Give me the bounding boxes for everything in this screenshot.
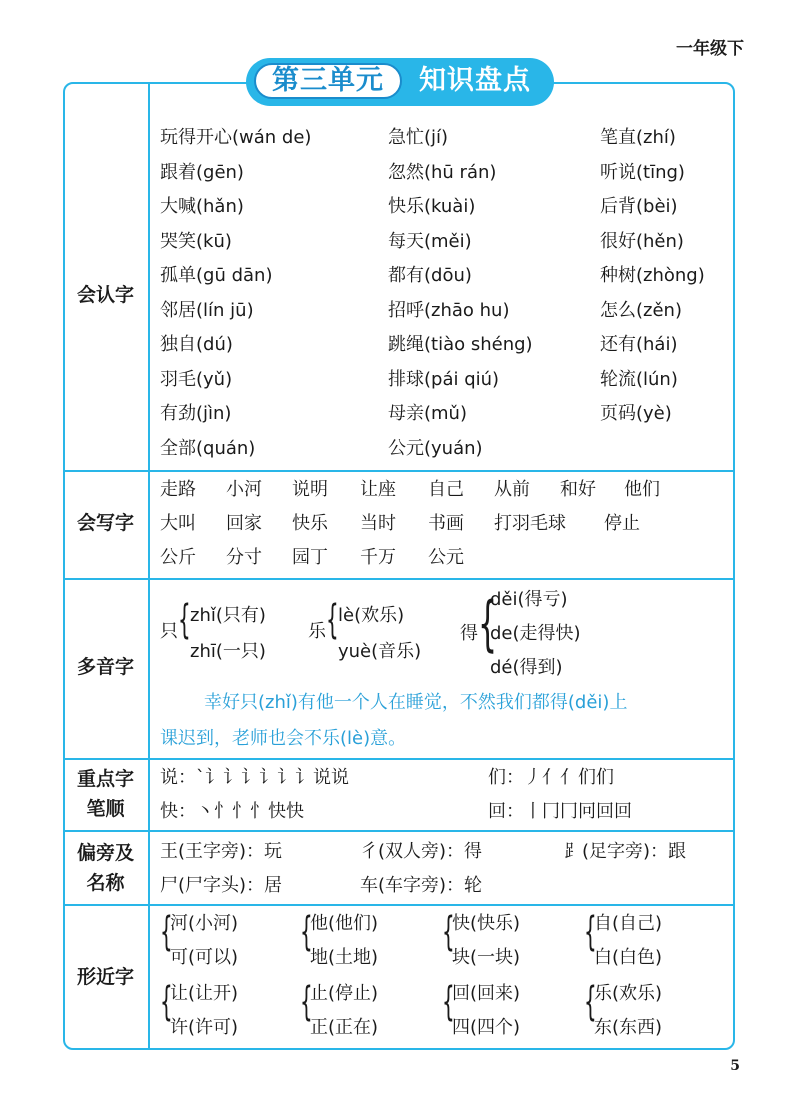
label-polyphone: 多音字: [76, 656, 134, 678]
radical-item: ⻊(足字旁)：跟: [564, 841, 687, 862]
similar-word: 乐(欢乐): [594, 983, 663, 1004]
recognize-word: 种树(zhòng): [600, 265, 705, 286]
brace-icon: {: [442, 909, 455, 955]
label-strokes-2: 笔顺: [86, 798, 125, 820]
section-banner: [246, 58, 554, 106]
polyphone-char-de: 得: [460, 623, 478, 644]
polyphone-reading: zhǐ(只有): [190, 605, 266, 626]
write-word: 从前: [494, 479, 530, 500]
grade-label: 一年级下: [676, 39, 744, 59]
stroke-order: 回：丨冂冂冋回回: [488, 801, 632, 822]
similar-word: 块(一块): [452, 947, 521, 968]
write-word: 走路: [160, 479, 196, 500]
label-recognize: 会认字: [76, 284, 134, 306]
recognize-word: 后背(bèi): [600, 196, 678, 217]
write-word: 书画: [428, 513, 464, 534]
row-divider: [63, 470, 735, 472]
polyphone-reading: de(走得快): [490, 623, 581, 644]
page-number: 5: [730, 1058, 740, 1074]
similar-word: 可(可以): [170, 947, 239, 968]
write-word: 回家: [226, 513, 262, 534]
example-sentence: 幸好只(zhǐ)有他一个人在睡觉，不然我们都得(děi)上: [204, 692, 628, 713]
recognize-word: 跳绳(tiào shéng): [388, 334, 533, 355]
recognize-word: 排球(pái qiú): [388, 368, 500, 390]
recognize-word: 全部(quán): [160, 437, 256, 459]
similar-word: 止(停止): [310, 983, 379, 1004]
write-word: 千万: [360, 547, 396, 568]
recognize-word: 母亲(mǔ): [388, 403, 467, 424]
label-strokes: 重点字: [76, 768, 134, 790]
similar-word: 让(让开): [170, 983, 239, 1004]
label-similar: 形近字: [76, 966, 134, 988]
label-write: 会写字: [76, 512, 134, 534]
recognize-word: 孤单(gū dān): [160, 265, 273, 286]
write-word: 打羽毛球: [494, 513, 566, 534]
recognize-word: 大喊(hǎn): [160, 196, 244, 217]
recognize-word: 玩得开心(wán de): [160, 127, 312, 148]
polyphone-reading: zhī(一只): [190, 641, 266, 662]
label-radicals: 偏旁及: [76, 842, 134, 864]
recognize-word: 听说(tīng): [600, 161, 685, 183]
similar-word: 快(快乐): [452, 913, 521, 934]
brace-icon: {: [300, 909, 313, 955]
recognize-word: 哭笑(kū): [160, 230, 232, 252]
polyphone-reading: yuè(音乐): [338, 641, 422, 662]
recognize-word: 邻居(lín jū): [160, 299, 254, 321]
brace-icon: {: [442, 979, 455, 1025]
brace-icon: {: [478, 589, 498, 659]
similar-word: 地(土地): [310, 947, 379, 968]
recognize-word: 公元(yuán): [388, 437, 483, 459]
polyphone-reading: lè(欢乐): [338, 605, 405, 626]
row-divider: [63, 758, 735, 760]
similar-word: 白(白色): [594, 947, 663, 968]
brace-icon: {: [326, 597, 339, 643]
write-word: 分寸: [226, 547, 262, 568]
recognize-word: 怎么(zěn): [600, 299, 682, 321]
row-divider: [63, 904, 735, 906]
recognize-word: 忽然(hū rán): [388, 161, 497, 183]
polyphone-char-le: 乐: [308, 621, 326, 642]
similar-word: 自(自己): [594, 913, 663, 934]
similar-word: 东(东西): [594, 1017, 663, 1038]
label-radicals-2: 名称: [86, 872, 125, 894]
similar-word: 四(四个): [452, 1017, 521, 1038]
recognize-word: 快乐(kuài): [388, 196, 476, 217]
write-word: 小河: [226, 479, 262, 500]
recognize-word: 还有(hái): [600, 334, 678, 355]
banner-subtitle: 知识盘点: [419, 65, 531, 96]
recognize-word: 很好(hěn): [600, 230, 684, 252]
write-word: 公元: [428, 547, 464, 568]
polyphone-reading: dé(得到): [490, 657, 563, 678]
write-word: 让座: [360, 479, 396, 500]
recognize-word: 有劲(jìn): [160, 403, 232, 424]
write-word: 停止: [604, 513, 640, 534]
radical-item: 车(车字旁)：轮: [360, 875, 483, 896]
write-word: 他们: [624, 479, 660, 500]
radical-item: 尸(尸字头)：居: [160, 875, 283, 896]
recognize-word: 页码(yè): [600, 403, 672, 424]
similar-word: 许(许可): [170, 1017, 239, 1038]
polyphone-reading: děi(得亏): [490, 589, 568, 610]
recognize-word: 每天(měi): [388, 230, 472, 252]
brace-icon: {: [584, 909, 597, 955]
write-word: 说明: [292, 479, 328, 500]
radical-item: 王(王字旁)：玩: [160, 841, 283, 862]
brace-icon: {: [584, 979, 597, 1025]
stroke-order: 们：丿亻亻们们: [488, 767, 614, 788]
recognize-word: 跟着(gēn): [160, 161, 244, 183]
example-sentence-2: 课迟到，老师也会不乐(lè)意。: [160, 728, 407, 749]
row-divider: [63, 830, 735, 832]
recognize-word: 笔直(zhí): [600, 127, 676, 148]
stroke-order: 快：丶忄忄忄快快: [160, 801, 304, 822]
recognize-word: 轮流(lún): [600, 368, 678, 390]
stroke-order: 说：`讠讠讠讠讠讠说说: [160, 767, 349, 788]
write-word: 自己: [428, 479, 464, 500]
write-word: 公斤: [160, 547, 196, 568]
recognize-word: 独自(dú): [160, 334, 233, 355]
write-word: 园丁: [292, 547, 328, 568]
write-word: 快乐: [292, 513, 328, 534]
similar-word: 河(小河): [170, 913, 239, 934]
recognize-word: 急忙(jí): [388, 127, 449, 148]
recognize-word: 都有(dōu): [388, 265, 472, 286]
similar-word: 他(他们): [310, 913, 379, 934]
polyphone-char-zhi: 只: [160, 621, 178, 642]
recognize-word: 招呼(zhāo hu): [388, 299, 510, 321]
row-divider: [63, 578, 735, 580]
banner-unit-title: 第三单元: [254, 63, 402, 99]
recognize-word: 羽毛(yǔ): [160, 368, 233, 390]
brace-icon: {: [160, 909, 173, 955]
brace-icon: {: [178, 597, 191, 643]
brace-icon: {: [300, 979, 313, 1025]
brace-icon: {: [160, 979, 173, 1025]
write-word: 当时: [360, 513, 396, 534]
radical-item: 彳(双人旁)：得: [360, 841, 483, 862]
write-word: 和好: [560, 479, 596, 500]
similar-word: 回(回来): [452, 983, 521, 1004]
write-word: 大叫: [160, 513, 196, 534]
similar-word: 正(正在): [310, 1017, 379, 1038]
